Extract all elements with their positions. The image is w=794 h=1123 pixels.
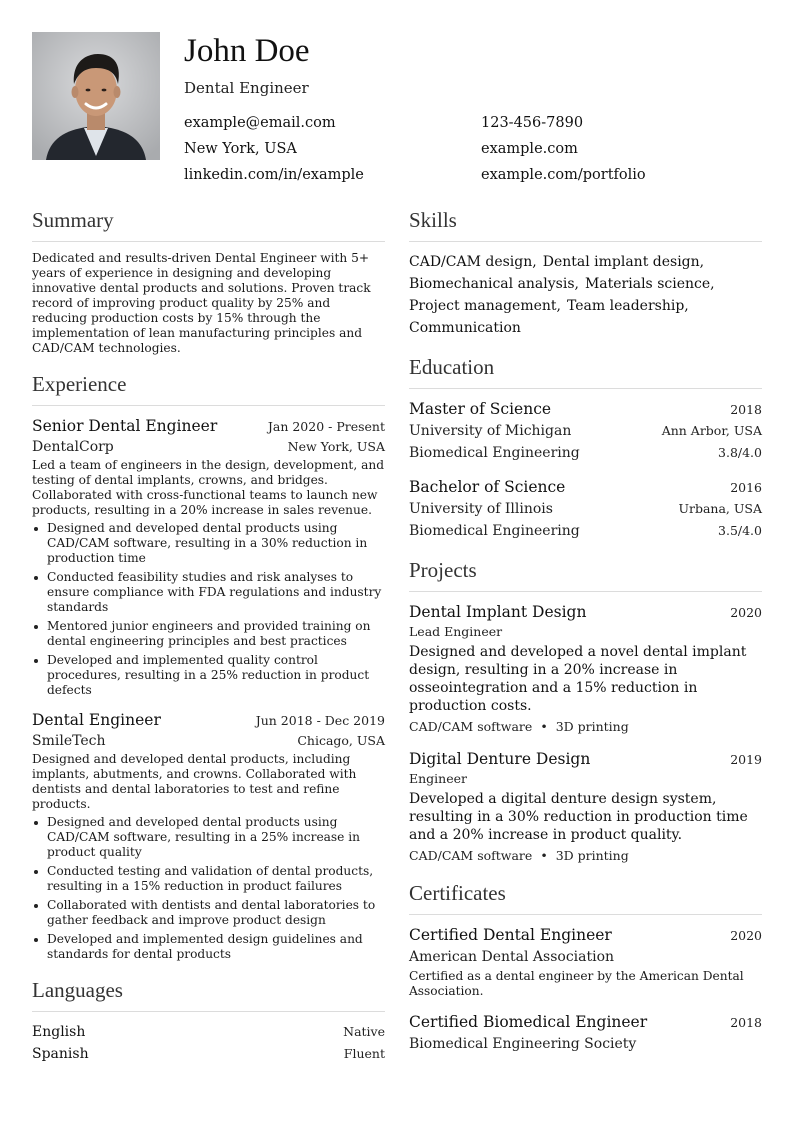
project-year: 2020	[730, 605, 762, 620]
project-tag: 3D printing	[555, 719, 629, 734]
contact-linkedin[interactable]: linkedin.com/in/example	[184, 167, 364, 183]
certificate-year: 2020	[730, 928, 762, 943]
contact-portfolio[interactable]: example.com/portfolio	[481, 167, 646, 183]
bullet-item: Mentored junior engineers and provided training on dental engineering principles and best practices	[32, 619, 385, 649]
certificate-year: 2018	[730, 1015, 762, 1030]
job-location: Chicago, USA	[297, 733, 385, 748]
edu-year: 2018	[730, 402, 762, 417]
language-item	[32, 1043, 385, 1065]
project-role: Lead Engineer	[409, 624, 503, 639]
project-tag: CAD/CAM software	[409, 848, 533, 863]
project-role: Engineer	[409, 771, 467, 786]
education-section	[409, 353, 762, 542]
skill-item: CAD/CAM design,	[409, 254, 537, 270]
certificates-section	[409, 879, 762, 1055]
job-date: Jun 2018 - Dec 2019	[255, 713, 385, 728]
language-name: English	[32, 1024, 86, 1040]
edu-school: University of Michigan	[409, 423, 572, 439]
edu-gpa: 3.5/4.0	[718, 523, 762, 538]
edu-gpa: 3.8/4.0	[718, 445, 762, 460]
job-date: Jan 2020 - Present	[267, 419, 385, 434]
project-tag: 3D printing	[555, 848, 629, 863]
skill-item: Team leadership,	[566, 298, 689, 314]
contact-phone[interactable]: 123-456-7890	[481, 115, 584, 131]
edu-location: Urbana, USA	[678, 501, 762, 516]
section-title: Education	[409, 353, 762, 389]
section-title: Projects	[409, 556, 762, 592]
profile-photo-image	[32, 32, 160, 160]
section-title: Languages	[32, 976, 385, 1012]
job-company: SmileTech	[32, 733, 106, 749]
tag-separator: •	[540, 719, 548, 734]
skills-section	[409, 206, 762, 339]
skill-item: Materials science,	[584, 276, 715, 292]
project-year: 2019	[730, 752, 762, 767]
project-description: Developed a digital denture design system, resulting in a 30% reduction in production time and a 20% increase in product quality.	[409, 791, 748, 843]
certificate-issuer: Biomedical Engineering Society	[409, 1036, 637, 1052]
job-summary: Led a team of engineers in the design, development, and testing of dental implants, crowns, and bridges. Collaborated with cross-functional teams to launch new products, resulting in a 20% increase in sales revenue.	[32, 458, 384, 517]
language-level: Native	[343, 1024, 385, 1039]
certificate-issuer: American Dental Association	[409, 949, 615, 965]
summary-section	[32, 206, 385, 356]
project-item	[409, 601, 762, 736]
project-description: Designed and developed a novel dental implant design, resulting in a 20% increase in osseointegration and a 15% reduction in production costs.	[409, 644, 747, 714]
certificate-description: Certified as a dental engineer by the American Dental Association.	[409, 969, 744, 998]
bullet-item: Conducted testing and validation of dental products, resulting in a 15% reduction in product failures	[32, 864, 385, 894]
experience-section	[32, 370, 385, 962]
candidate-headline: Dental Engineer	[184, 79, 309, 97]
project-tags	[409, 847, 762, 865]
job-title: Senior Dental Engineer	[32, 417, 218, 435]
left-column	[32, 206, 385, 1079]
skill-item: Biomechanical analysis,	[409, 276, 579, 292]
job-bullets	[32, 521, 385, 698]
edu-year: 2016	[730, 480, 762, 495]
experience-item	[32, 415, 385, 698]
edu-school: University of Illinois	[409, 501, 553, 517]
section-title: Certificates	[409, 879, 762, 915]
bullet-item: Designed and developed dental products using CAD/CAM software, resulting in a 30% reduction in production time	[32, 521, 385, 566]
skill-item: Project management,	[409, 298, 561, 314]
project-tags	[409, 718, 762, 736]
job-title: Dental Engineer	[32, 711, 161, 729]
job-company: DentalCorp	[32, 439, 114, 455]
job-summary: Designed and developed dental products, including implants, abutments, and crowns. Collaborated with dentists and dental laboratories to test and refine products.	[32, 752, 357, 811]
projects-section	[409, 556, 762, 865]
project-item	[409, 748, 762, 865]
bullet-item: Designed and developed dental products using CAD/CAM software, resulting in a 25% increase in product quality	[32, 815, 385, 860]
job-bullets	[32, 815, 385, 962]
edu-location: Ann Arbor, USA	[661, 423, 762, 438]
section-title: Skills	[409, 206, 762, 242]
edu-degree: Bachelor of Science	[409, 478, 566, 496]
summary-text: Dedicated and results-driven Dental Engineer with 5+ years of experience in designing and developing innovative dental products and solutions. Proven track record of improving product quality by 25% and reducing production costs by 15% through the implementation of lean manufacturing principles and CAD/CAM technologies.	[32, 251, 371, 355]
bullet-item: Conducted feasibility studies and risk analyses to ensure compliance with FDA regulations and industry standards	[32, 570, 385, 615]
tag-separator: •	[540, 848, 548, 863]
language-level: Fluent	[343, 1046, 385, 1061]
skill-item: Communication	[409, 320, 521, 336]
certificate-item	[409, 1011, 762, 1055]
profile-photo	[32, 32, 160, 160]
project-title: Dental Implant Design	[409, 603, 587, 621]
contact-website[interactable]: example.com	[481, 141, 578, 157]
education-item	[409, 398, 762, 464]
languages-section	[32, 976, 385, 1065]
certificate-title: Certified Biomedical Engineer	[409, 1013, 648, 1031]
language-item	[32, 1021, 385, 1043]
contact-info	[184, 113, 754, 185]
section-title: Experience	[32, 370, 385, 406]
skill-item: Dental implant design,	[542, 254, 705, 270]
project-title: Digital Denture Design	[409, 750, 591, 768]
bullet-item: Collaborated with dentists and dental laboratories to gather feedback and improve product design	[32, 898, 385, 928]
right-column	[409, 206, 762, 1069]
candidate-name: John Doe	[184, 33, 310, 69]
certificate-title: Certified Dental Engineer	[409, 926, 612, 944]
education-item	[409, 476, 762, 542]
section-title: Summary	[32, 206, 385, 242]
project-tag: CAD/CAM software	[409, 719, 533, 734]
contact-location: New York, USA	[184, 141, 297, 157]
edu-field: Biomedical Engineering	[409, 445, 580, 461]
bullet-item: Developed and implemented quality control procedures, resulting in a 25% reduction in product defects	[32, 653, 385, 698]
job-location: New York, USA	[287, 439, 385, 454]
edu-degree: Master of Science	[409, 400, 552, 418]
contact-email[interactable]: example@email.com	[184, 115, 336, 131]
certificate-item	[409, 924, 762, 999]
language-name: Spanish	[32, 1046, 89, 1062]
skills-list	[409, 251, 762, 339]
bullet-item: Developed and implemented design guidelines and standards for dental products	[32, 932, 385, 962]
experience-item	[32, 709, 385, 962]
edu-field: Biomedical Engineering	[409, 523, 580, 539]
